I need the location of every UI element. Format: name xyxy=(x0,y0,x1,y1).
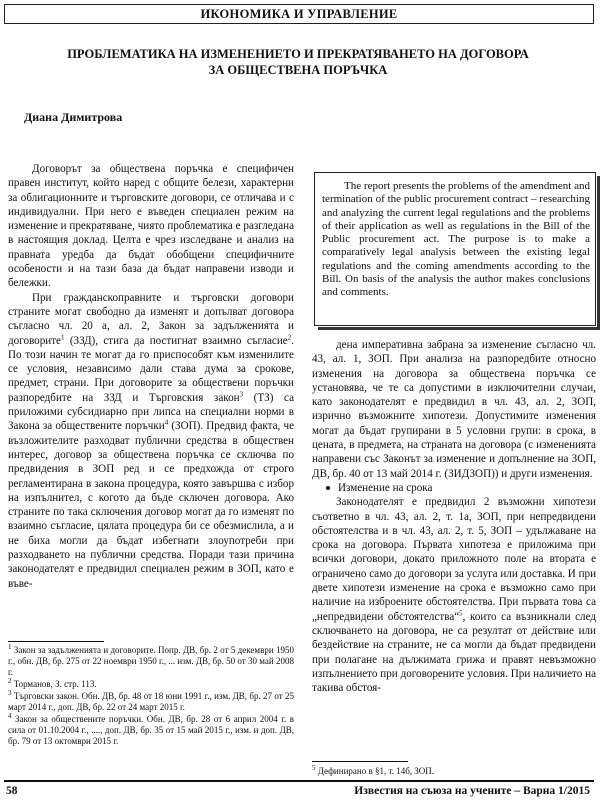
text-run: , които са възникнали след сключването на договора, не са резултат от действие или бездействие на страните, не са могли да бъдат предвидени при полагане на дължимата грижа и правят невъзможно изпълнението при договорените условия. При наличието на такива обстоя- xyxy=(312,610,596,695)
bullet-item-term-change xyxy=(312,481,596,495)
footnote-1 xyxy=(8,645,294,678)
text-run: (ЗОП). Предвид факта, че възложителите разходват публични средства в обществен интерес, договор за обществена поръчка се сключва по предвидения в ЗОП ред и се предхожда от строго регламентирана в закона процедура, която завършва с избор на изпълнител, с когото да бъде сключен договора. Ако страните по така сключения договор могат да го изменят по взаимно съгласие, цялата процедура би се обезмислила, а и не биха могли да бъдат избегнати злоупотреби при разходването на публични средства. Поради тази причина законодателят е предвидил специален режим в ЗОП, като е въве- xyxy=(8,420,294,590)
footnote-4 xyxy=(8,714,294,747)
footnote-text: Закон за обществените поръчки. Обн. ДВ, бр. 28 от 6 април 2004 г. в сила от 01.10.2004 г., ...., доп. ДВ, бр. 35 от 15 май 2015 г., изм. и доп. ДВ, бр. 79 от 13 октомври 2015 г. xyxy=(8,714,294,746)
bullet-icon xyxy=(326,486,330,490)
author-name: Диана Димитрова xyxy=(24,110,123,124)
footnote-divider xyxy=(312,761,408,762)
footnote-2 xyxy=(8,679,294,690)
footnote-ref-3: 3 xyxy=(239,390,244,399)
article-title-line-1: ПРОБЛЕМАТИКА НА ИЗМЕНЕНИЕТО И ПРЕКРАТЯВАНЕТО НА ДОГОВОРА xyxy=(67,47,529,61)
text-run: (ТЗ) са приложими субсидиарно при липса на специални норми в Закона за обществените поръчки xyxy=(8,391,294,433)
footnote-ref-1: 1 xyxy=(60,332,65,341)
footnote-text: Търговски закон. Обн. ДВ, бр. 48 от 18 юни 1991 г., изм. ДВ, бр. 27 от 25 март 2014 г., доп. ДВ, бр. 22 от 24 март 2015 г. xyxy=(8,691,294,712)
footer-divider xyxy=(4,780,594,782)
footnote-text: Торманов, З. стр. 113. xyxy=(11,679,97,689)
page xyxy=(4,4,596,797)
footnote-number: 2 xyxy=(8,677,12,685)
left-column xyxy=(8,162,294,591)
footnote-number: 4 xyxy=(8,712,12,720)
footnotes-left xyxy=(8,645,294,748)
paragraph-continuation: дена императивна забрана за изменение съгласно чл. 43, ал. 1, ЗОП. При анализа на разпоредбите относно изменения на договора за обществена поръчка се установява, че те са допустими в изключителни случаи, като законодателят е предвидил в чл. 43, ал. 2, ЗОП, изрично възможните хипотези. Допустимите изменения могат да бъдат групирани в 5 условни групи: в срока, в цената, в предмета, на страната на договора (с измененията направени със Законът за изменение и допълнение на ЗОП, ДВ, бр. 40 от 13 май 2014 г. (ЗИДЗОП)) и други изменения. xyxy=(312,339,596,480)
footnote-ref-2: 2 xyxy=(287,332,292,341)
footnote-number: 3 xyxy=(8,689,12,697)
footnote-5 xyxy=(312,766,596,777)
text-run: При гражданскоправните и търговски договори страните могат свободно да изменят и допълват договора съгласно чл. 20 а, ал. 2, Закон за задълженията и договорите xyxy=(8,291,294,347)
footnote-divider xyxy=(8,641,104,642)
text-run: . По този начин те могат да го приспособят към изменилите се условия, независимо дали става дума за срокове, предмет, страни. При договорите за обществени поръчки разпоредбите на ЗЗД и Търговския закон xyxy=(8,334,294,404)
bullet-label: Изменение на срока xyxy=(338,481,433,494)
section-header: ИКОНОМИКА И УПРАВЛЕНИЕ xyxy=(4,4,594,24)
footnote-number: 5 xyxy=(312,764,316,772)
journal-name: Известия на съюза на учените – Варна 1/2015 xyxy=(354,785,590,797)
footnote-text: Закон за задълженията и договорите. Попр. ДВ, бр. 2 от 5 декември 1950 г., обн. ДВ, бр. 275 от 22 ноември 1950 г., ... изм. ДВ, бр. 50 от 30 май 2008 г. xyxy=(8,645,294,677)
footnote-text: Дефинирано в §1, т. 14б, ЗОП. xyxy=(315,766,435,776)
page-number: 58 xyxy=(6,785,18,797)
article-title xyxy=(24,46,572,78)
footnote-ref-5: 5 xyxy=(459,608,463,617)
paragraph-intro: Договорът за обществена поръчка е специфичен правен институт, който наред с общите белези, характерни за облигационните и търговските договори, се отличава и с индивидуални. При него е въведен специален режим на изменение и прекратяване, чиято проблематика е разгледана в настоящия доклад. Целта е чрез изследване и анализ на правната уредба да бъдат обобщени специфичните особености и на тази база да бъдат направени изводи и бележки. xyxy=(8,163,294,290)
text-run: Законодателят е предвидил 2 възможни хипотези съответно в чл. 43, ал. 2, т. 1а, ЗОП, при непредвидени обстоятелства и в чл. 43, ал. 2, т. 5, ЗОП – удължаване на срока на договора. Първата хипотеза е приложима при всички договори, докато приложното поле на втората е ограничено само до договори за услуга или доставка. И при двете хипотези изменение на срока е възможно само при наличие на изброените обстоятелства. При първата това са „непредвидени обстоятелства“ xyxy=(312,496,596,623)
text-run: (ЗЗД), стига да постигнат взаимно съгласие xyxy=(64,334,288,347)
abstract-paragraph: The report presents the problems of the amendment and termination of the public procurement contract – researching and analyzing the current legal regulations and the problems of their application as well as regulations in the Bill of the Public procurement act. The purpose is to make a comparatively legal analysis between the existing legal regulations and the coming amendments according to the Bill. On basis of the analysis the author makes conclusions and comments. xyxy=(322,180,590,299)
footnote-number: 1 xyxy=(8,643,12,651)
right-column xyxy=(312,338,596,695)
paragraph-contracts xyxy=(8,291,294,591)
footnote-3 xyxy=(8,691,294,713)
footnote-ref-4: 4 xyxy=(164,418,169,427)
article-title-line-2: ЗА ОБЩЕСТВЕНА ПОРЪЧКА xyxy=(208,63,388,77)
paragraph-term xyxy=(312,495,596,695)
abstract-text xyxy=(322,180,590,300)
